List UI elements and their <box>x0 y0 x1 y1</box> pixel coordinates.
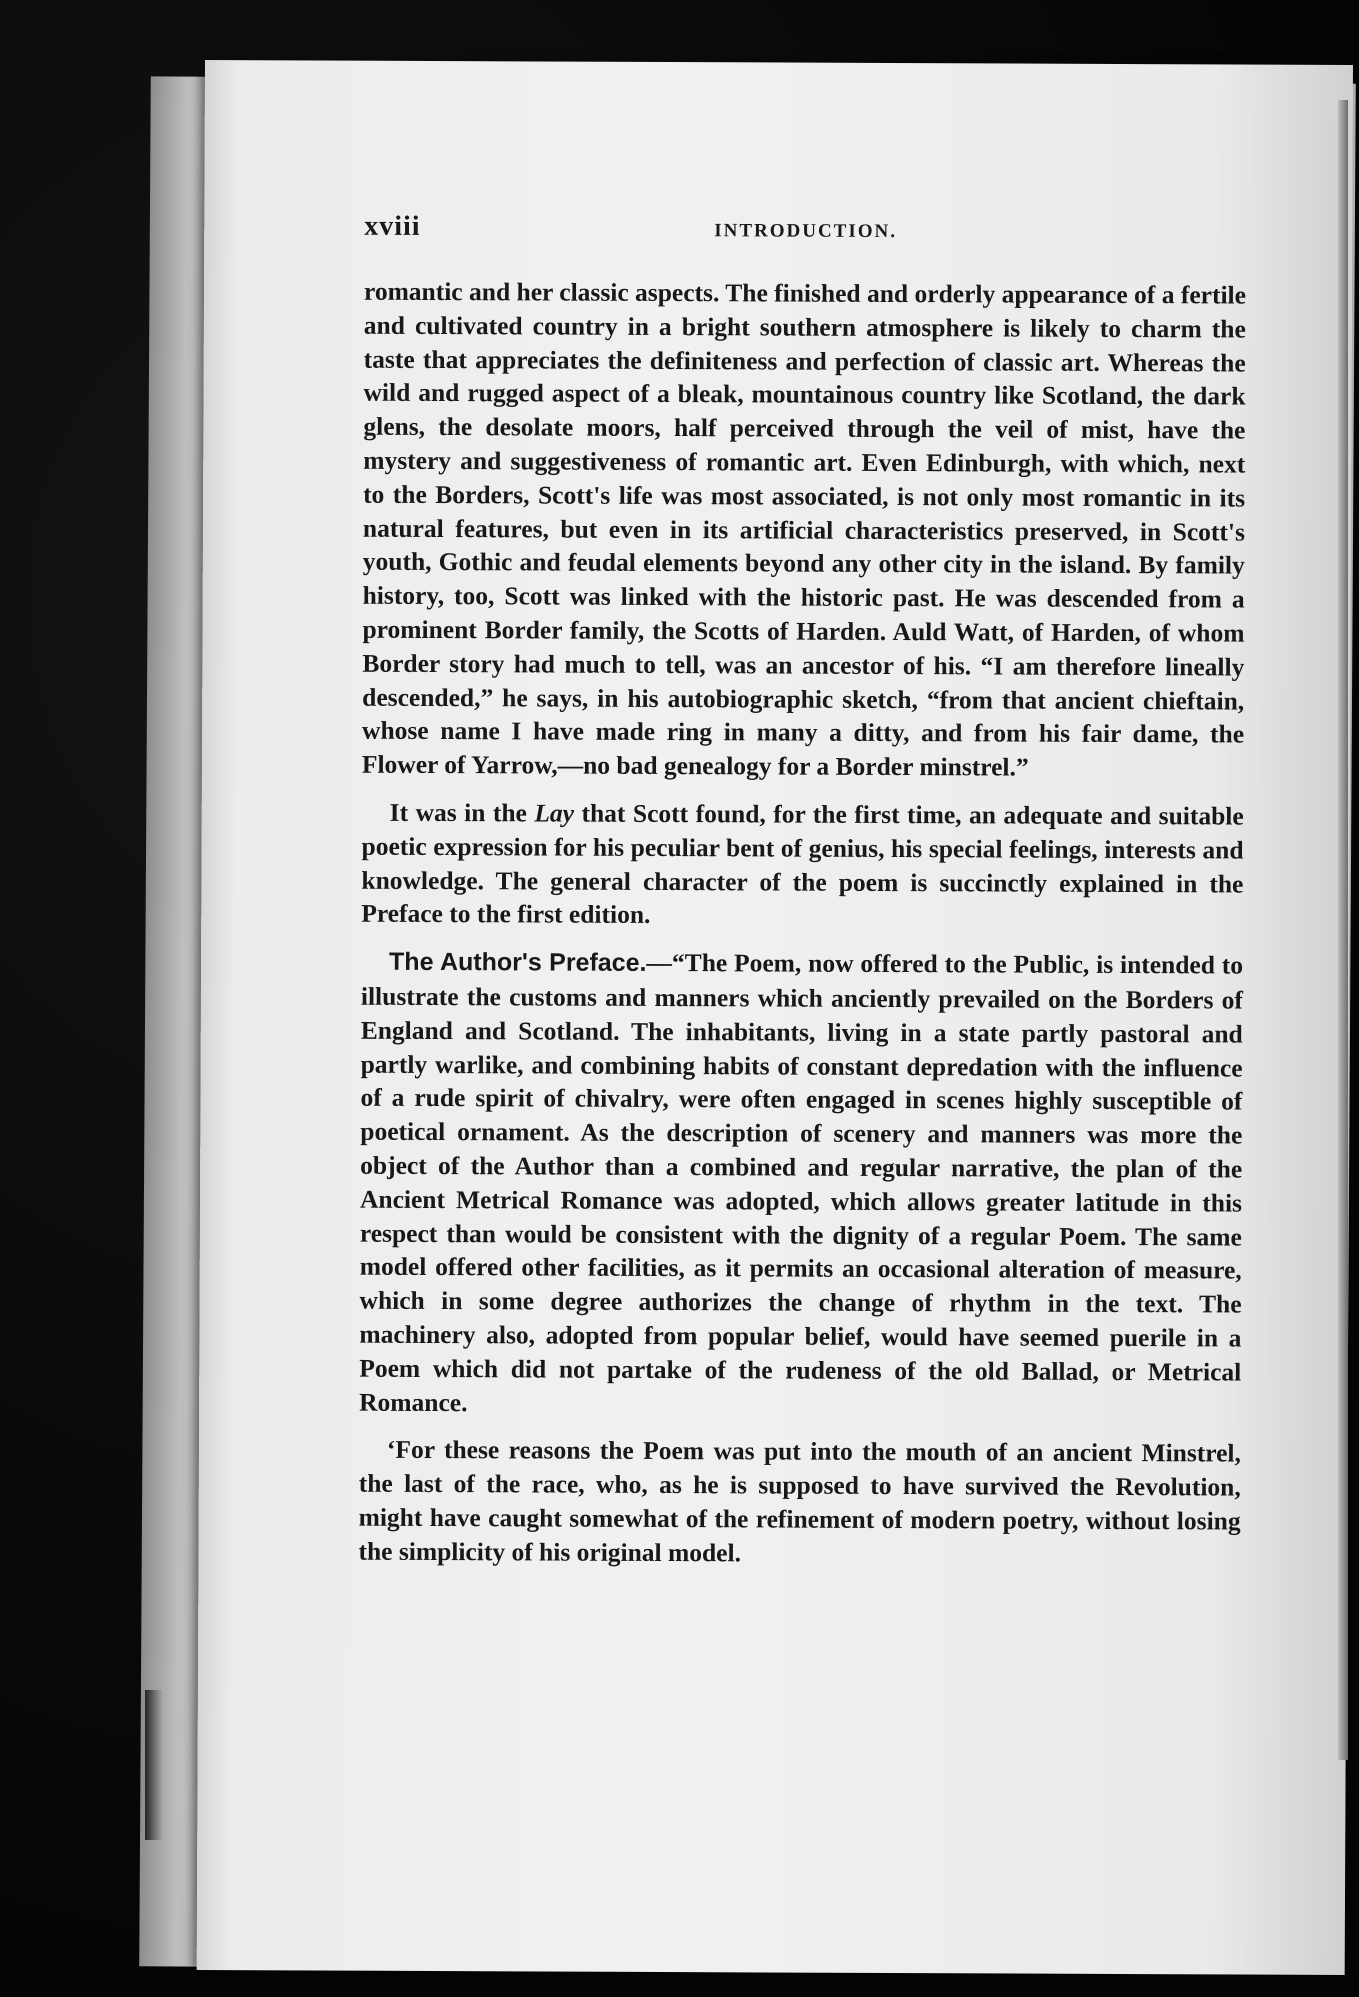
page-text <box>358 211 1246 1572</box>
paragraph-3 <box>359 945 1243 1423</box>
book-page <box>197 60 1353 1975</box>
running-title: INTRODUCTION. <box>714 220 898 243</box>
paragraph-2 <box>361 796 1244 935</box>
page-edge-right <box>1338 100 1348 1760</box>
page-edge-left <box>145 1690 163 1840</box>
lay-title: Lay <box>534 798 575 828</box>
paragraph-1: romantic and her classic aspects. The finished and orderly appearance of a fertile and cultivated country in a bright southern atmosphere is likely to charm the taste that appreciates the definiteness and perfection of classic art. Whereas the wild and rugged aspect of a bleak, mountainous country like Scotland, the dark glens, the desolate moors, half perceived through the veil of mist, have the mystery and suggestiveness of romantic art. Even Edinburgh, with which, next to the Borders, Scott's life was most associated, is not only most romantic in its natural features, but even in its artificial characteristics preserved, in Scott's youth, Gothic and feudal elements beyond any other city in the island. By family history, too, Scott was linked with the historic past. He was descended from a prominent Border family, the Scotts of Harden. Auld Watt, of Harden, of whom Border story had much to tell, was an ancestor of his. “I am therefore lineally descended,” he says, in his autobiographic sketch, “from that ancient chieftain, whose name I have made ring in many a ditty, and from his fair dame, the Flower of Yarrow,—no bad genealogy for a Border minstrel.” <box>361 276 1247 782</box>
preface-heading: The Author's Preface. <box>389 947 647 978</box>
paragraph-4: ‘For these reasons the Poem was put into the mouth of an ancient Minstrel, the last of the race, who, as he is supposed to have survived the Revolution, might have caught somewhat of the refinement of modern poetry, without losing the simplicity of his original model. <box>358 1435 1241 1568</box>
paragraph-2-text-start: It was in the <box>389 797 527 828</box>
paragraph-2-text-end: that Scott found, for the first time, an adequate and suitable poetic expression for his peculiar bent of genius, his special feelings, interests and knowledge. The general character of the poem is succinctly explained in the Preface to the first edition. <box>361 798 1244 930</box>
preface-text: —“The Poem, now offered to the Public, is intended to illustrate the customs and manners which anciently prevailed on the Borders of England and Scotland. The inhabitants, living in a state partly pastoral and partly warlike, and combining habits of constant depredation with the influence of a rude spirit of chivalry, were often engaged in scenes highly susceptible of poetical ornament. As the description of scenery and manners was more the object of the Author than a combined and regular narrative, the plan of the Ancient Metrical Romance was adopted, which allows greater latitude in this respect than would be consistent with the dignity of a regular Poem. The same model offered other facilities, as it permits an occasional alteration of measure, which in some degree authorizes the change of rhythm in the text. The machinery also, adopted from popular belief, would have seemed puerile in a Poem which did not partake of the rudeness of the old Ballad, or Metrical Romance. <box>359 948 1244 1417</box>
running-head <box>364 211 1246 259</box>
page-number: xviii <box>364 210 421 242</box>
